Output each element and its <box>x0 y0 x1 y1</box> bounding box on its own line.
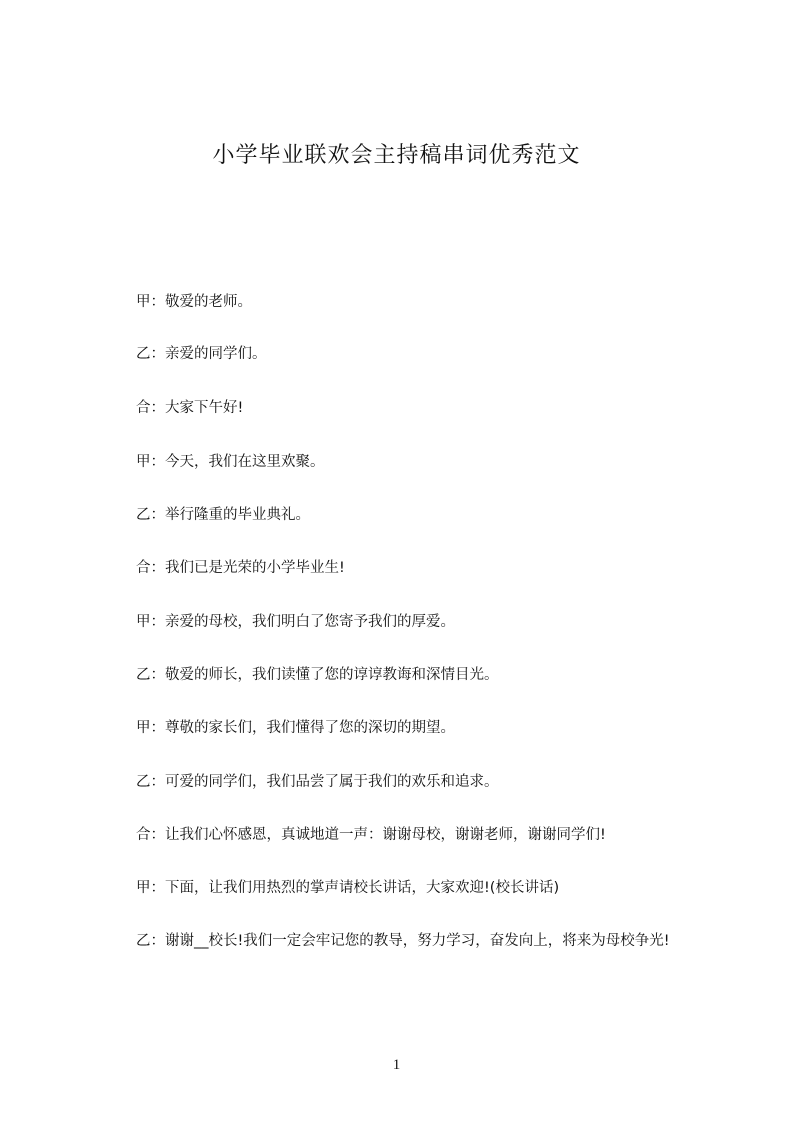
paragraph: 甲：亲爱的母校，我们明白了您寄予我们的厚爱。 <box>136 614 455 630</box>
paragraph: 合：让我们心怀感恩，真诚地道一声：谢谢母校，谢谢老师，谢谢同学们! <box>136 827 606 843</box>
paragraph: 甲：今天，我们在这里欢聚。 <box>136 454 325 470</box>
page-number: 1 <box>392 1057 401 1073</box>
paragraph: 乙：亲爱的同学们。 <box>136 346 267 362</box>
paragraph: 甲：下面，让我们用热烈的掌声请校长讲话，大家欢迎!(校长讲话) <box>136 880 560 896</box>
paragraph: 乙：可爱的同学们，我们品尝了属于我们的欢乐和追求。 <box>136 774 499 790</box>
paragraph: 合：大家下午好! <box>136 400 244 416</box>
paragraph: 乙：谢谢__校长!我们一定会牢记您的教导，努力学习，奋发向上，将来为母校争光! <box>136 933 670 949</box>
paragraph: 甲：尊敬的家长们，我们懂得了您的深切的期望。 <box>136 720 455 736</box>
document-title: 小学毕业联欢会主持稿串词优秀范文 <box>212 143 581 168</box>
paragraph: 乙：敬爱的师长，我们读懂了您的谆谆教诲和深情目光。 <box>136 667 499 683</box>
paragraph: 甲：敬爱的老师。 <box>136 294 252 310</box>
paragraph: 乙：举行隆重的毕业典礼。 <box>136 507 310 523</box>
paragraph: 合：我们已是光荣的小学毕业生! <box>136 560 345 576</box>
